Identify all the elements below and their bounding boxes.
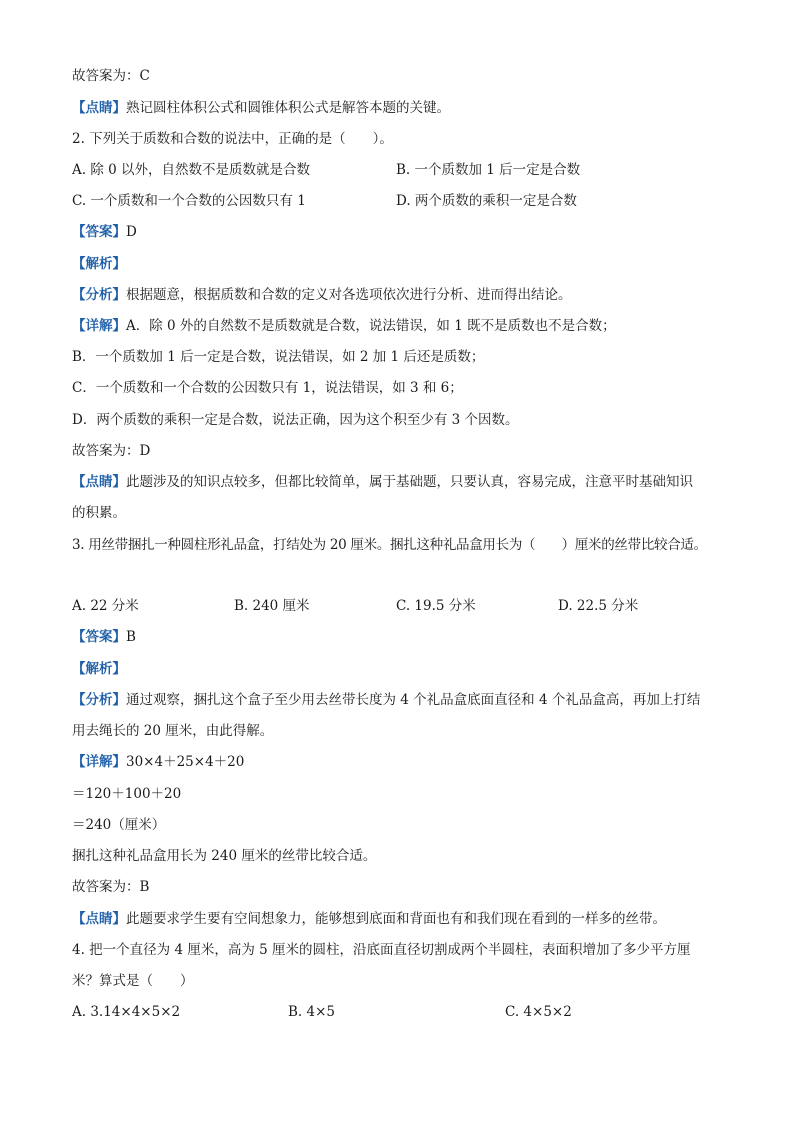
q4-option-c: C. 4×5×2 xyxy=(505,1004,572,1020)
q3-answer xyxy=(72,627,136,647)
question-4-line-1: 4. 把一个直径为 4 厘米，高为 5 厘米的圆柱，沿底面直径切割成两个半圆柱，表面积增加了多少平方厘 xyxy=(72,942,691,958)
fenxi-tag: 【分析】 xyxy=(72,692,126,708)
comment-text: 此题要求学生要有空间想象力，能够想到底面和背面也有和我们现在看到的一样多的丝带。 xyxy=(126,911,666,927)
q2-option-b: B. 一个质数加 1 后一定是合数 xyxy=(396,162,581,178)
comment-text: 熟记圆柱体积公式和圆锥体积公式是解答本题的关键。 xyxy=(126,100,450,116)
detail-tag: 【详解】 xyxy=(72,754,126,770)
detail-tag: 【详解】 xyxy=(72,318,126,334)
fenxi-tag: 【分析】 xyxy=(72,287,126,303)
q3-detail-1 xyxy=(72,752,244,772)
q3-option-c: C. 19.5 分米 xyxy=(396,598,476,614)
q3-option-d: D. 22.5 分米 xyxy=(558,598,639,614)
q4-option-b: B. 4×5 xyxy=(288,1004,335,1020)
answer-value: D xyxy=(126,224,137,240)
question-4-line-2: 米？算式是（ ） xyxy=(72,973,194,989)
answer-value: B xyxy=(126,629,136,645)
analysis-tag: 【解析】 xyxy=(72,256,126,272)
q2-option-c: C. 一个质数和一个合数的公因数只有 1 xyxy=(72,193,306,209)
q3-detail-2: ＝120＋100＋20 xyxy=(72,786,182,802)
q3-option-a: A. 22 分米 xyxy=(72,598,139,614)
fenxi-text: 通过观察，捆扎这个盒子至少用去丝带长度为 4 个礼品盒底面直径和 4 个礼品盒高，再加上打结 xyxy=(126,692,701,708)
q2-answer xyxy=(72,222,137,242)
detail-text: 30×4＋25×4＋20 xyxy=(126,754,245,770)
fenxi-text: 根据题意，根据质数和合数的定义对各选项依次进行分析、进而得出结论。 xyxy=(126,287,572,303)
q3-comment xyxy=(72,909,666,929)
q2-option-a: A. 除 0 以外，自然数不是质数就是合数 xyxy=(72,162,311,178)
comment-text: 此题涉及的知识点较多，但都比较简单，属于基础题，只要认真，容易完成，注意平时基础知识 xyxy=(126,474,693,490)
q3-analysis-2: 用去绳长的 20 厘米，由此得解。 xyxy=(72,723,274,739)
comment-tag: 【点睛】 xyxy=(72,911,126,927)
q2-detail-2: B．一个质数加 1 后一定是合数，说法错误，如 2 加 1 后还是质数； xyxy=(72,349,485,365)
answer-line: 故答案为：C xyxy=(72,68,150,84)
q2-detail-4: D．两个质数的乘积一定是合数，说法正确，因为这个积至少有 3 个因数。 xyxy=(72,412,519,428)
q4-option-a: A. 3.14×4×5×2 xyxy=(72,1004,181,1020)
q3-detail-3: ＝240（厘米） xyxy=(72,817,166,833)
comment-tag: 【点睛】 xyxy=(72,100,126,116)
q2-option-d: D. 两个质数的乘积一定是合数 xyxy=(396,193,577,209)
q2-analysis-heading xyxy=(72,254,126,274)
q2-detail-3: C．一个质数和一个合数的公因数只有 1，说法错误，如 3 和 6； xyxy=(72,380,463,396)
q2-detail-1 xyxy=(72,316,616,336)
q2-final-answer: 故答案为：D xyxy=(72,443,151,459)
q3-option-b: B. 240 厘米 xyxy=(234,598,310,614)
q3-analysis-1 xyxy=(72,690,700,710)
q3-detail-4: 捆扎这种礼品盒用长为 240 厘米的丝带比较合适。 xyxy=(72,848,377,864)
comment-tag: 【点睛】 xyxy=(72,474,126,490)
q3-final-answer: 故答案为：B xyxy=(72,879,150,895)
analysis-tag: 【解析】 xyxy=(72,661,126,677)
comment-line xyxy=(72,98,450,118)
q2-comment-1 xyxy=(72,472,693,492)
answer-tag: 【答案】 xyxy=(72,224,126,240)
q2-analysis xyxy=(72,285,572,305)
q2-comment-2: 的积累。 xyxy=(72,505,126,521)
detail-text: A．除 0 外的自然数不是质数就是合数，说法错误，如 1 既不是质数也不是合数； xyxy=(126,318,616,334)
question-3: 3. 用丝带捆扎一种圆柱形礼品盒，打结处为 20 厘米。捆扎这种礼品盒用长为（ ）厘米的丝带比较合适。 xyxy=(72,537,707,553)
q3-analysis-heading xyxy=(72,659,126,679)
answer-tag: 【答案】 xyxy=(72,629,126,645)
question-2: 2. 下列关于质数和合数的说法中，正确的是（ ）。 xyxy=(72,131,393,147)
